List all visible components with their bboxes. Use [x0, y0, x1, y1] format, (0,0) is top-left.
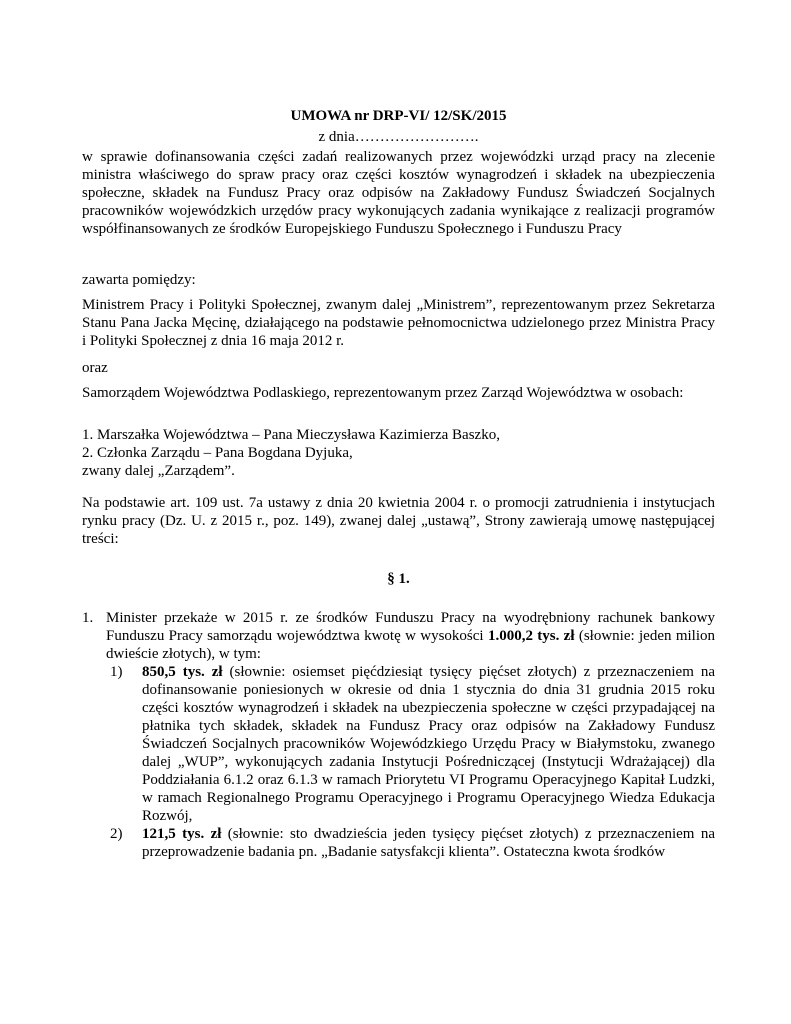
- between-label: zawarta pomiędzy:: [82, 272, 196, 288]
- sub-item-number: 2): [110, 826, 123, 842]
- item-amount: 1.000,2 tys. zł: [487, 628, 575, 644]
- sub-item-amount: 850,5 tys. zł: [142, 664, 223, 680]
- representative-2: 2. Członka Zarządu – Pana Bogdana Dyjuka,: [82, 445, 353, 461]
- legal-basis-paragraph: Na podstawie art. 109 ust. 7a ustawy z dnia 20 kwietnia 2004 r. o promocji zatrudnienia i instytucjach rynku pracy (Dz. U. z 2015 r., poz. 149), zwanej dalej „ustawą”, Strony zawierają umowę następującej treści:: [82, 495, 715, 547]
- sub-list-item: [106, 825, 715, 861]
- party1-paragraph: Ministrem Pracy i Polityki Społecznej, zwanym dalej „Ministrem”, reprezentowanym przez Sekretarza Stanu Pana Jacka Męcinę, działającego na podstawie pełnomocnictwa udzielonego przez Ministra Pracy i Polityki Społecznej z dnia 16 maja 2012 r.: [82, 297, 715, 349]
- item-text-a: Minister przekaże w 2015 r. ze środków Funduszu Pracy na wyodrębniony rachunek bankowy Funduszu Pracy samorządu województwa kwotę w wysokości: [106, 610, 715, 644]
- sub-item-amount: 121,5 tys. zł: [142, 826, 222, 842]
- section-1-heading: § 1.: [387, 571, 410, 587]
- sub-item-text: (słownie: sto dwadzieścia jeden tysięcy pięćset złotych) z przeznaczeniem na przeprowadzenie badania pn. „Badanie satysfakcji klienta”. Ostateczna kwota środków: [142, 826, 715, 860]
- sub-list: [106, 663, 715, 861]
- subject-paragraph: w sprawie dofinansowania części zadań realizowanych przez wojewódzki urząd pracy na zlecenie ministra właściwego do spraw pracy oraz części kosztów wynagrodzeń i składek na ubezpieczenia społeczne, składek na Fundusz Pracy oraz odpisów na Zakładowy Fundusz Świadczeń Socjalnych pracowników wojewódzkich urzędów pracy wykonujących zadania wynikające z realizacji programów współfinansowanych ze środków Europejskiego Funduszu Społecznego i Funduszu Pracy: [82, 149, 715, 237]
- sub-list-item: [106, 663, 715, 825]
- item-number: 1.: [82, 610, 94, 626]
- party2-paragraph: Samorządem Województwa Podlaskiego, reprezentowanym przez Zarząd Województwa w osobach:: [82, 385, 684, 401]
- sub-item-number: 1): [110, 664, 123, 680]
- section-1-list: [82, 609, 715, 861]
- list-item: [82, 609, 715, 861]
- sub-item-text: (słownie: osiemset pięćdziesiąt tysięcy pięćset złotych) z przeznaczeniem na dofinansowanie poniesionych w okresie od dnia 1 stycznia do dnia 31 grudnia 2015 roku części kosztów wynagrodzeń i składek na ubezpieczenia społeczne w części przypadającej na płatnika tych składek, składek na Fundusz Pracy oraz odpisów na Zakładowy Fundusz Świadczeń Socjalnych pracowników Wojewódzkiego Urzędu Pracy w Białymstoku, zwanego dalej „WUP”, wykonujących zadania Instytucji Pośredniczącej (Instytucji Wdrażającej) dla Poddziałania 6.1.2 oraz 6.1.3 w ramach Priorytetu VI Programu Operacyjnego Kapitał Ludzki, w ramach Regionalnego Programu Operacyjnego i Programu Operacyjnego Wiedza Edukacja Rozwój,: [142, 664, 715, 824]
- date-line: z dnia…………………….: [318, 129, 479, 145]
- document-title: UMOWA nr DRP-VI/ 12/SK/2015: [290, 108, 507, 124]
- representative-alias: zwany dalej „Zarządem”.: [82, 463, 235, 479]
- representative-1: 1. Marszałka Województwa – Pana Mieczysława Kazimierza Baszko,: [82, 427, 500, 443]
- and-label: oraz: [82, 360, 108, 376]
- representatives-list: [82, 426, 715, 480]
- item-text-b: (słownie: jeden milion dwieście złotych), w tym:: [106, 628, 715, 662]
